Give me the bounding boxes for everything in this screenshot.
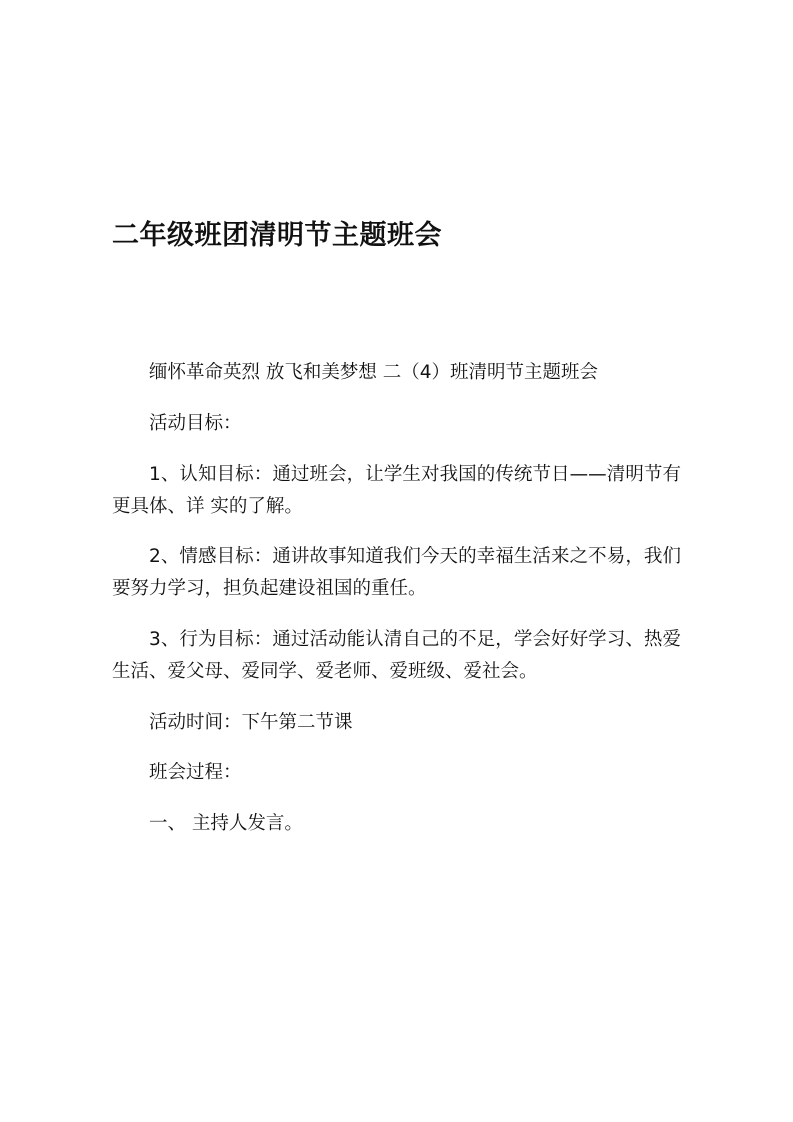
paragraph-goal-1: 1、认知目标：通过班会，让学生对我国的传统节日——清明节有更具体、详 实的了解。	[112, 463, 681, 517]
paragraph-time: 活动时间：下午第二节课	[149, 711, 353, 733]
paragraph-goal-2: 2、情感目标：通讲故事知道我们今天的幸福生活来之不易，我们要努力学习，担负起建设祖国的重任。	[112, 546, 681, 600]
paragraph-step-1: 一、 主持人发言。	[149, 813, 303, 835]
page-title: 二年级班团清明节主题班会	[112, 220, 442, 251]
paragraph-intro: 缅怀革命英烈 放飞和美梦想 二（4）班清明节主题班会	[149, 362, 599, 384]
paragraph-goals-heading: 活动目标：	[149, 412, 242, 434]
paragraph-process-heading: 班会过程：	[149, 762, 242, 784]
document-body	[112, 357, 681, 840]
paragraph-goal-3: 3、行为目标：通过活动能认清自己的不足，学会好好学习、热爱生活、爱父母、爱同学、爱老师、爱班级、爱社会。	[112, 628, 681, 682]
